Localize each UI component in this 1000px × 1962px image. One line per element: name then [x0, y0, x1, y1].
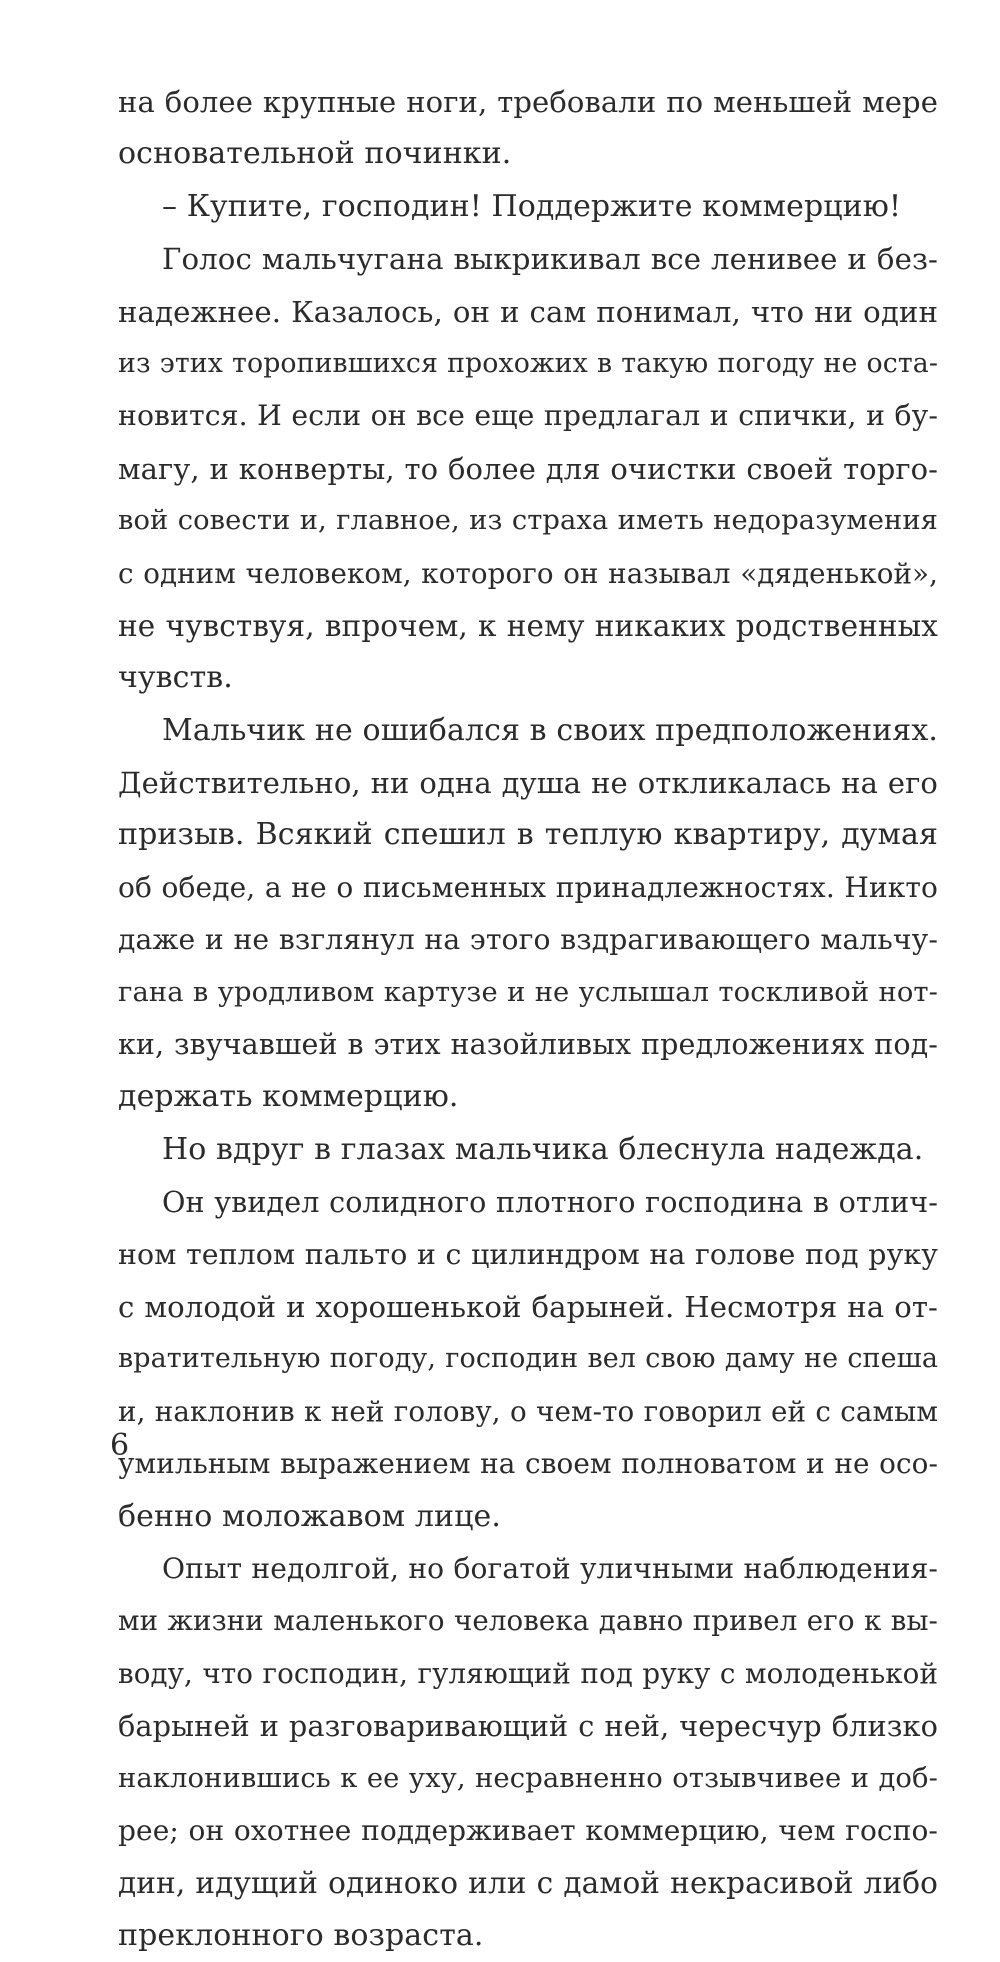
text-line: бенно моложавом лице. — [118, 1498, 501, 1534]
text-line: ми жизни маленького человека давно привел его к вы- — [118, 1604, 938, 1638]
text-line: ном теплом пальто и с цилиндром на голове под руку — [118, 1237, 938, 1271]
text-line: не чувствуя, впрочем, к нему никаких родственных — [118, 608, 938, 643]
text-line: рее; он охотнее поддерживает коммерцию, чем госпо- — [118, 1813, 938, 1847]
text-line: с молодой и хорошенькой барыней. Несмотря на от- — [118, 1289, 938, 1324]
text-line: барыней и разговаривающий с ней, чересчур близко — [118, 1709, 938, 1744]
text-line: магу, и конверты, то более для очистки своей торго- — [118, 451, 938, 486]
text-line: Опыт недолгой, но богатой уличными наблюдения- — [162, 1551, 938, 1585]
text-line: из этих торопившихся прохожих в такую погоду не оста- — [118, 347, 938, 379]
text-line: Он увидел солидного плотного господина в отлич- — [162, 1185, 938, 1220]
text-line: гана в уродливом картузе и не услышал тоскливой нот- — [118, 976, 938, 1008]
text-line: вой совести и, главное, из страха иметь недоразумения — [118, 505, 938, 537]
text-line: Мальчик не ошибался в своих предположениях. — [162, 712, 938, 748]
text-line: об обеде, а не о письменных принадлежностях. Никто — [118, 870, 938, 904]
text-line: воду, что господин, гуляющий под руку с молоденькой — [118, 1656, 938, 1690]
text-line: умильным выражением на своем полноватом и не осо- — [118, 1447, 938, 1481]
text-line: преклонного возраста. — [118, 1917, 484, 1953]
text-line: Действительно, ни одна душа не откликалась на его — [118, 766, 938, 801]
text-line: с одним человеком, которого он называл «дяденькой», — [118, 556, 938, 590]
text-line: чувств. — [118, 660, 233, 696]
text-line: призыв. Всякий спешил в теплую квартиру, думая — [118, 817, 938, 853]
text-line: вратительную погоду, господин вел свою даму не спеша — [118, 1343, 938, 1375]
text-line: на более крупные ноги, требовали по меньшей мере — [118, 85, 938, 119]
text-line: держать коммерцию. — [118, 1079, 459, 1115]
text-line: и, наклонив к ней голову, о чем-то говорил ей с самым — [118, 1394, 938, 1428]
text-line: новится. И если он все еще предлагал и спички, и бу- — [118, 399, 938, 433]
text-line: – Купите, господин! Поддержите коммерцию! — [162, 188, 902, 224]
text-line: Голос мальчугана выкрикивал все ленивее и без- — [162, 242, 938, 277]
text-line: даже и не взглянул на этого вздрагивающего мальчу- — [118, 923, 938, 957]
text-line: Но вдруг в глазах мальчика блеснула надежда. — [162, 1131, 924, 1167]
body-text — [118, 76, 938, 1962]
page-number: 6 — [110, 1428, 130, 1463]
text-line: надежнее. Казалось, он и сам понимал, что ни один — [118, 294, 938, 329]
text-line: ки, звучавшей в этих назойливых предложениях под- — [118, 1028, 938, 1062]
text-line: наклонившись к ее уху, несравненно отзывчивее и доб- — [118, 1762, 938, 1794]
text-line: основательной починки. — [118, 136, 512, 172]
text-line: дин, идущий одиноко или с дамой некрасивой либо — [118, 1866, 938, 1901]
